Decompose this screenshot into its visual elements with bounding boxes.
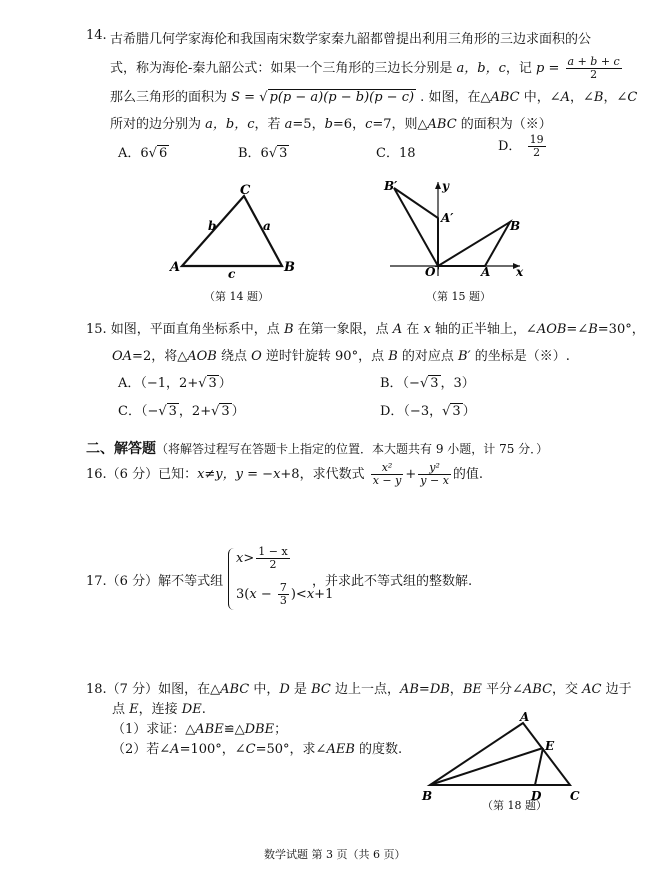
q18-subquestion-2: [112, 738, 402, 757]
label-b: B: [510, 219, 521, 233]
q14-text: ，∠: [570, 90, 594, 105]
sqrt-sign: √: [268, 146, 278, 161]
greater-than: >: [243, 551, 255, 566]
q16-var: x: [273, 467, 281, 482]
q18-var: C: [245, 742, 256, 757]
section-2-header: [86, 438, 548, 458]
section-title: 二、解答题: [86, 441, 156, 457]
option-text: A．（−1，2+: [118, 376, 199, 391]
q18-text: ，交: [552, 682, 583, 697]
q14-text: 的面积为（※）: [456, 117, 552, 132]
q15-var: B: [388, 349, 398, 364]
ineq-text: )<: [290, 587, 307, 602]
label-d: D: [531, 789, 542, 803]
q14-option-b[interactable]: [238, 142, 289, 161]
label-a-vertex: A: [170, 260, 181, 275]
q15-var: OA: [112, 349, 133, 364]
label-a: A: [481, 265, 491, 279]
q15-var: B: [588, 322, 598, 337]
q18-text: ；: [274, 722, 288, 737]
ineq-text: −: [256, 587, 276, 602]
numerator: 1 − x: [258, 545, 288, 558]
label-b-vertex: B: [284, 260, 295, 275]
page-footer: 数学试题 第 3 页（共 6 页）: [264, 848, 406, 861]
triangle-abc: [430, 723, 570, 785]
ineq-text: +1: [314, 587, 334, 602]
q14-text: ，若: [254, 117, 285, 132]
p-denominator: 2: [590, 68, 598, 81]
option-label: B．6: [238, 146, 269, 161]
figure-15: [380, 176, 530, 286]
q14-vars: a，b，c: [205, 117, 255, 132]
q14-option-a[interactable]: [118, 142, 169, 161]
q18-var: A: [170, 742, 180, 757]
sqrt-sign: √: [442, 404, 451, 419]
q15-text: 在: [402, 322, 424, 337]
heron-radicand: p(p − a)(p − b)(p − c): [269, 90, 415, 105]
figure-18-caption: （第 18 题）: [482, 799, 547, 812]
q18-text: 平分∠: [481, 682, 523, 697]
denominator: 3: [279, 594, 287, 607]
p-numerator: a + b + c: [567, 55, 620, 68]
radicand: 3: [208, 376, 217, 391]
q14-text: ，记: [505, 61, 537, 76]
q18-var: AB: [399, 682, 419, 697]
triangle-aob: [438, 222, 510, 266]
figure-15-caption: （第 15 题）: [426, 290, 491, 303]
q16-text: 16.（6 分）已知：: [86, 467, 198, 482]
sqrt-sign: √: [211, 404, 220, 419]
q18-text: 18.（7 分）如图，在△: [86, 682, 221, 697]
q18-var: AEB: [326, 742, 355, 757]
q16-var: x≠y，y: [197, 467, 243, 482]
q14-var-p: p: [536, 61, 545, 76]
q15-text: 在第一象限，点: [293, 322, 393, 337]
q14-vars: a，b，c: [456, 61, 506, 76]
q18-text: =100°，∠: [179, 742, 246, 757]
q15-text: 15. 如图，平面直角坐标系中，点: [86, 322, 284, 337]
radicand: 3: [168, 404, 177, 419]
q15-text: 的坐标是（※）.: [470, 349, 570, 364]
q15-var: AOB: [536, 322, 567, 337]
numerator: 19: [529, 133, 544, 146]
q14-var: ABC: [427, 117, 457, 132]
q15-var: A: [392, 322, 403, 337]
q14-var: B: [593, 90, 604, 105]
ineq-text: 3(: [236, 587, 250, 602]
label-side-a: a: [263, 219, 271, 233]
q18-text: =: [418, 682, 430, 697]
y-axis-arrow: [435, 182, 441, 189]
numerator: x²: [371, 462, 404, 475]
q18-text: 是: [289, 682, 312, 697]
q18-var: DBE: [244, 722, 275, 737]
label-a-prime: A′: [441, 211, 454, 225]
q18-var: AC: [582, 682, 602, 697]
q15-text: =30°，: [597, 322, 645, 337]
q14-text: 式，称为海伦-秦九韶公式：如果一个三角形的三边长分别是: [110, 61, 457, 76]
option-text: C．（−: [118, 404, 159, 419]
inequality-1-fraction: [256, 546, 289, 571]
sqrt-sign: = √: [240, 90, 268, 105]
q15-option-a[interactable]: [118, 372, 232, 391]
q18-text: （2）若∠: [112, 742, 171, 757]
figure-14-caption: （第 14 题）: [204, 290, 269, 303]
q18-var: ABC: [220, 682, 250, 697]
p-fraction: [566, 56, 622, 81]
radicand: 3: [279, 146, 288, 161]
q14-text: =: [544, 61, 560, 76]
segment-be: [430, 748, 543, 785]
q18-var: DE: [181, 702, 202, 717]
plus-sign: +: [405, 467, 417, 482]
q18-text: .: [201, 702, 206, 717]
denominator: 2: [269, 558, 277, 571]
q14-text: . 如图，在△: [416, 90, 491, 105]
option-text: ，3）: [440, 376, 475, 391]
q14-var: ABC: [490, 90, 520, 105]
label-side-b: b: [208, 219, 217, 233]
q18-text: 边于: [601, 682, 632, 697]
sqrt-sign: √: [148, 146, 157, 161]
q15-line1: [86, 318, 645, 337]
option-text: ）: [231, 404, 245, 419]
option-text: D．（−3，: [380, 404, 443, 419]
radicand: 3: [430, 376, 439, 391]
q17-text: ，并求此不等式组的整数解.: [312, 574, 473, 589]
q14-var: a: [284, 117, 293, 132]
q15-var: x: [423, 322, 431, 337]
option-label: D．: [498, 139, 522, 154]
label-b: B: [422, 789, 433, 803]
q16-text: 的值.: [452, 467, 484, 482]
q18-var: DB: [429, 682, 450, 697]
q14-var: A: [560, 90, 571, 105]
label-b-prime: B′: [384, 179, 398, 193]
option-text: ）: [462, 404, 476, 419]
option-text: ）: [218, 376, 232, 391]
label-o: O: [425, 265, 436, 279]
radicand: 3: [221, 404, 230, 419]
q16-text: +8，求代数式: [280, 467, 365, 482]
q14-text: =5，: [292, 117, 325, 132]
q14-text: 中，∠: [519, 90, 561, 105]
q17-text: 17.（6 分）解不等式组: [86, 574, 224, 589]
q14-var: b: [324, 117, 333, 132]
var-x: x: [236, 551, 244, 566]
q18-text: 中，: [249, 682, 280, 697]
figure-18: [410, 708, 590, 810]
q18-text: ，连接: [138, 702, 182, 717]
label-side-c: c: [228, 267, 236, 281]
q14-text: 所对的边分别为: [110, 117, 206, 132]
numerator: 7: [279, 581, 287, 594]
q18-text: 点: [112, 702, 130, 717]
inequality-2-fraction: [278, 582, 289, 607]
q18-var: E: [129, 702, 139, 717]
q18-text: =50°，求∠: [255, 742, 327, 757]
option-d-fraction: [528, 134, 546, 159]
q14-text: 那么三角形的面积为: [110, 90, 232, 105]
option-text: ，2+: [178, 404, 212, 419]
label-c: C: [570, 789, 580, 803]
q14-var: c: [365, 117, 373, 132]
label-e: E: [545, 739, 555, 753]
q16-fraction-1: [371, 462, 404, 487]
segment-de: [535, 748, 543, 785]
q15-text: 轴的正半轴上，∠: [430, 322, 537, 337]
var-x: x: [306, 587, 315, 602]
q18-var: ABC: [522, 682, 553, 697]
q14-text: =6，: [332, 117, 366, 132]
denominator: 2: [533, 146, 541, 159]
q18-text: （1）求证：△: [112, 722, 196, 737]
label-x: x: [516, 265, 524, 279]
label-c-vertex: C: [240, 183, 251, 198]
q14-line3: [110, 86, 637, 105]
q18-line2: [112, 698, 206, 717]
q15-text: 逆时针旋转 90°，点: [261, 349, 389, 364]
denominator: y − x: [420, 474, 449, 487]
q15-text: 绕点: [216, 349, 252, 364]
q18-text: 的度数.: [354, 742, 403, 757]
q18-var: ABE: [195, 722, 224, 737]
q14-var: C: [627, 90, 638, 105]
label-a: A: [520, 710, 530, 724]
sqrt-sign: √: [198, 376, 207, 391]
q14-option-c[interactable]: [376, 142, 416, 161]
q14-line1: 古希腊几何学家海伦和我国南宋数学家秦九韶都曾提出利用三角形的三边求面积的公: [110, 32, 592, 47]
q15-text: =∠: [566, 322, 589, 337]
q14-number: 14.: [86, 28, 107, 43]
sqrt-sign: √: [419, 376, 429, 391]
figure-14: [160, 180, 310, 290]
q18-text: 边上一点，: [330, 682, 400, 697]
sqrt-sign: √: [158, 404, 167, 419]
q18-var: D: [279, 682, 290, 697]
q16-fraction-2: [418, 462, 451, 487]
question-16: [86, 462, 483, 487]
q18-line1: [86, 678, 632, 697]
q15-option-c[interactable]: [118, 400, 245, 419]
q18-var: BE: [462, 682, 482, 697]
q14-line2: [110, 56, 624, 81]
q14-line4: [110, 113, 552, 132]
option-label: A．6: [118, 146, 149, 161]
numerator: y²: [418, 462, 451, 475]
q14-text: ，∠: [603, 90, 628, 105]
q14-option-d[interactable]: [498, 134, 548, 159]
var-x: x: [249, 587, 257, 602]
label-y: y: [442, 179, 449, 193]
section-description: （将解答过程写在答题卡上指定的位置．本大题共有 9 小题，计 75 分．）: [156, 442, 549, 456]
q15-text: 的对应点: [397, 349, 459, 364]
radicand: 6: [158, 146, 168, 161]
q15-option-b[interactable]: [380, 372, 475, 391]
option-text: B．（−: [380, 376, 420, 391]
q16-text: = −: [243, 467, 274, 482]
q15-var: B′: [458, 349, 471, 364]
q15-option-d[interactable]: [380, 400, 476, 419]
radicand: 3: [452, 404, 461, 419]
q18-subquestion-1: [112, 718, 287, 737]
triangle-rotated: [394, 188, 438, 266]
inequality-1: [236, 546, 292, 571]
q14-text: =7，则△: [372, 117, 428, 132]
q18-text: ，: [449, 682, 463, 697]
q18-text: ≌△: [223, 722, 245, 737]
q15-var: O: [251, 349, 262, 364]
q15-text: =2，将△: [132, 349, 188, 364]
option-label: C．18: [376, 146, 416, 161]
q15-line2: [112, 345, 570, 364]
q14-var-s: S: [231, 90, 241, 105]
q15-var: AOB: [187, 349, 217, 364]
q18-var: BC: [311, 682, 331, 697]
q15-var: B: [283, 322, 294, 337]
denominator: x − y: [372, 474, 402, 487]
